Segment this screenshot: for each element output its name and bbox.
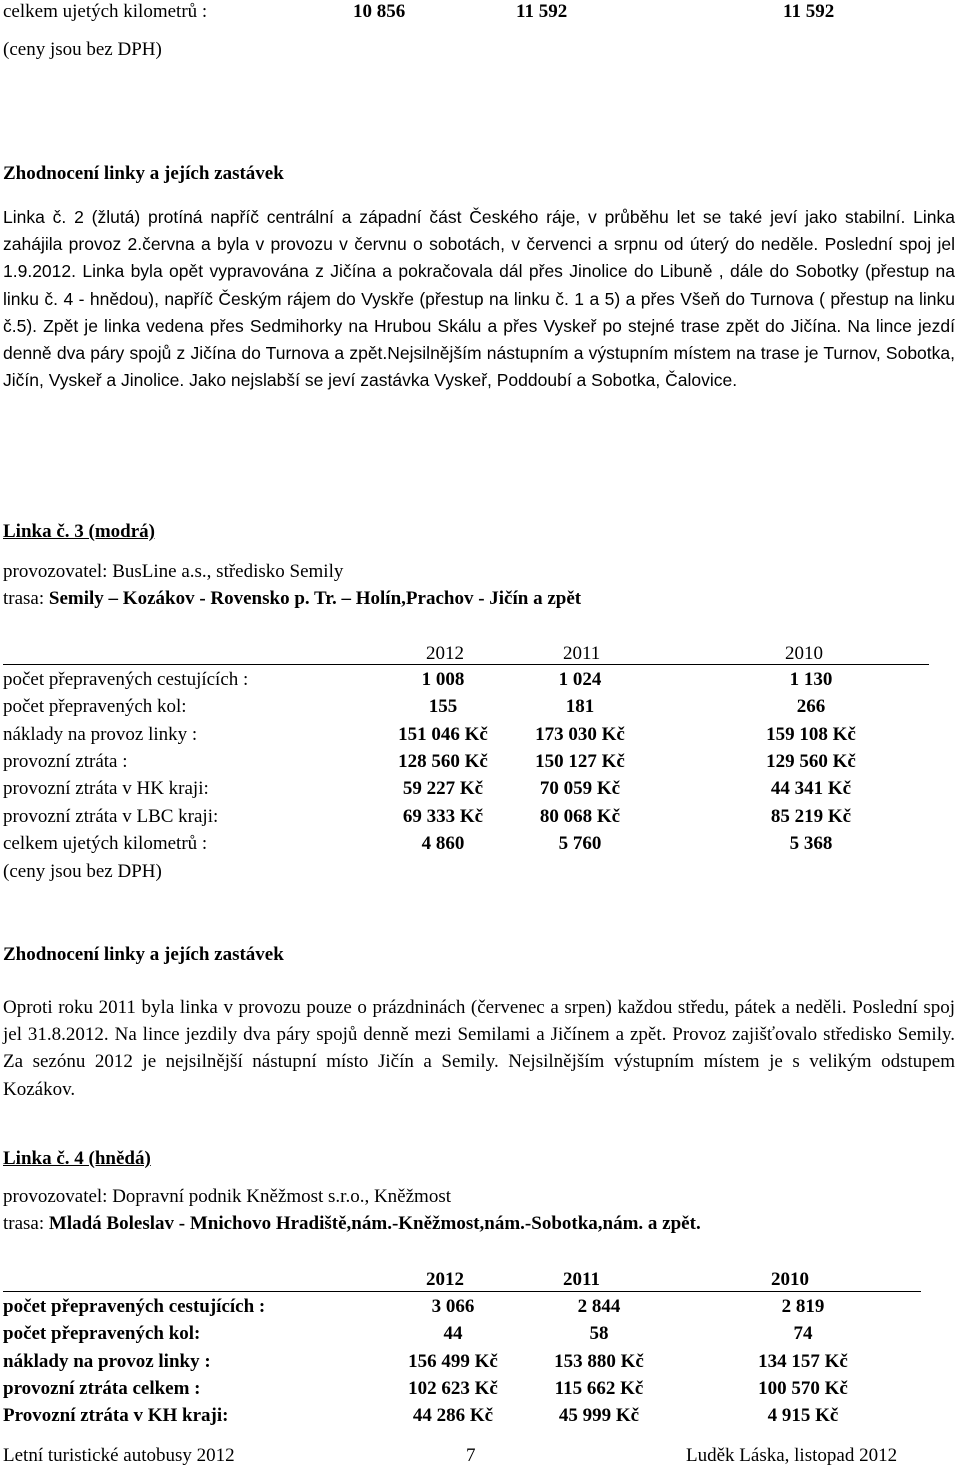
value-2010: 2 819 (781, 1296, 825, 1317)
value-2010: 85 219 Kč (770, 805, 852, 827)
route-value: Mladá Boleslav - Mnichovo Hradiště,nám.-Kněžmost,nám.-Sobotka,nám. a zpět. (48, 1213, 701, 1234)
value-2010: 4 915 Kč (767, 1405, 839, 1427)
value-2012: 128 560 Kč (398, 750, 488, 772)
value-2010: 134 157 Kč (758, 1350, 848, 1372)
km-2011: 11 592 (516, 1, 568, 22)
row-label: celkem ujetých kilometrů : (3, 832, 208, 854)
route-label: trasa: (3, 1213, 49, 1234)
value-2010: 100 570 Kč (758, 1377, 848, 1399)
table-row (3, 721, 943, 748)
year-2010: 2010 (771, 1269, 809, 1290)
row-label: počet přepravených cestujících : (3, 669, 249, 690)
footer-right: Luděk Láska, listopad 2012 (686, 1445, 898, 1466)
value-2012: 4 860 (421, 832, 465, 854)
table-row (3, 775, 943, 802)
value-2010: 5 368 (789, 832, 833, 854)
value-2011: 2 844 (577, 1296, 621, 1317)
value-2010: 44 341 Kč (770, 778, 852, 800)
row-label: provozní ztráta : (3, 750, 128, 772)
table-row (3, 803, 943, 830)
row-label: počet přepravených kol: (3, 1323, 201, 1345)
line2-paragraph: Linka č. 2 (žlutá) protíná napříč centrální a západní část Českého ráje, v průběhu let se také jeví jako stabilní. Linka zahájila provoz 2.června a byla v provozu v červnu o sobotách, v červenci a srpnu od úterý do neděle. Poslední spoj jel 1.9.2012. Linka byla opět vypravována z Jičína a pokračovala dál přes Jinolice do Libuně , dále do Sobotky (přestup na linku č. 4 - hnědou), napříč Českým rájem do Vyskře (přestup na linku č. 1 a 5) a přes Všeň do Turnova ( přestup na linku č.5). Zpět je linka vedena přes Sedmihorky na Hrubou Skálu a přes Vyskeř po stejné trase zpět do Jičína. Na lince jezdí denně dva páry spojů z Jičína do Turnova a zpět.Nejsilnějším nástupním a výstupním místem na trase je Turnov, Sobotka, Jičín, Vyskeř a Jinolice. Jako nejslabší se jeví zastávka Vyskeř, Poddoubí a Sobotka, Čalovice. (3, 207, 955, 391)
footer-left: Letní turistické autobusy 2012 (3, 1445, 235, 1466)
value-2010: 159 108 Kč (766, 723, 856, 745)
year-2011: 2011 (563, 1269, 600, 1290)
price-note: (ceny jsou bez DPH) (3, 39, 162, 60)
value-2011: 5 760 (558, 832, 602, 854)
value-2011: 70 059 Kč (539, 778, 621, 800)
value-2010: 74 (793, 1323, 813, 1345)
table-row (3, 666, 943, 693)
year-2012: 2012 (426, 1269, 464, 1290)
year-2012: 2012 (426, 643, 464, 664)
year-2010: 2010 (785, 643, 823, 664)
row-label: provozní ztráta v HK kraji: (3, 778, 209, 800)
value-2012: 155 (428, 696, 458, 718)
line4-operator: provozovatel: Dopravní podnik Kněžmost s.r.o., Kněžmost (3, 1186, 452, 1207)
row-label: náklady na provoz linky : (3, 723, 198, 745)
section-heading: Zhodnocení linky a jejích zastávek (3, 944, 284, 965)
km-2010: 11 592 (783, 1, 835, 22)
table-rule (3, 664, 929, 665)
line3-route (3, 585, 581, 612)
year-2011: 2011 (563, 643, 601, 664)
line3-operator: provozovatel: BusLine a.s., středisko Semily (3, 561, 344, 582)
value-2012: 156 499 Kč (408, 1350, 498, 1372)
table-row (3, 830, 943, 857)
value-2012: 102 623 Kč (408, 1377, 498, 1399)
row-label: počet přepravených kol: (3, 696, 187, 718)
line4-title: Linka č. 4 (hnědá) (3, 1148, 151, 1169)
value-2011: 45 999 Kč (558, 1405, 640, 1427)
section-heading: Zhodnocení linky a jejích zastávek (3, 163, 284, 184)
value-2011: 1 024 (558, 669, 602, 690)
table-row (3, 1348, 943, 1375)
row-label: počet přepravených cestujících : (3, 1296, 266, 1317)
table-row (3, 1320, 943, 1347)
value-2011: 173 030 Kč (535, 723, 625, 745)
value-2010: 129 560 Kč (766, 750, 856, 772)
row-label: náklady na provoz linky : (3, 1350, 211, 1372)
value-2010: 1 130 (789, 669, 833, 690)
line4-route (3, 1210, 701, 1237)
value-2012: 59 227 Kč (402, 778, 484, 800)
line3-title: Linka č. 3 (modrá) (3, 521, 155, 542)
route-value: Semily – Kozákov - Rovensko p. Tr. – Holín,Prachov - Jičín a zpět (48, 588, 582, 609)
table-row (3, 1375, 943, 1402)
value-2012: 44 286 Kč (412, 1405, 494, 1427)
km-label: celkem ujetých kilometrů : (3, 1, 208, 22)
table-row (3, 748, 943, 775)
line3-paragraph: Oproti roku 2011 byla linka v provozu pouze o prázdninách (červenec a srpen) každou středu, pátek a neděli. Poslední spoj jel 31.8.2012. Na lince jezdily dva páry spojů denně mezi Semilami a Jičínem a zpět. Provoz zajišťovalo středisko Semily. Za sezónu 2012 je nejsilnější nástupní místo Jičín a Semily. Nejsilnějším výstupním místem je s velikým odstupem Kozákov. (3, 997, 955, 1100)
route-label: trasa: (3, 588, 49, 609)
value-2011: 80 068 Kč (539, 805, 621, 827)
value-2012: 151 046 Kč (398, 723, 488, 745)
value-2010: 266 (796, 696, 826, 718)
row-label: Provozní ztráta v KH kraji: (3, 1405, 229, 1427)
table-rule (3, 1291, 921, 1292)
value-2012: 69 333 Kč (402, 805, 484, 827)
value-2012: 3 066 (431, 1296, 475, 1317)
value-2011: 153 880 Kč (554, 1350, 644, 1372)
value-2011: 150 127 Kč (535, 750, 625, 772)
table-row (3, 1402, 943, 1429)
row-label: provozní ztráta celkem : (3, 1377, 201, 1399)
km-2012: 10 856 (353, 1, 406, 22)
page-number: 7 (466, 1445, 476, 1466)
table-row (3, 1293, 943, 1320)
value-2012: 44 (443, 1323, 463, 1345)
value-2011: 58 (589, 1323, 609, 1345)
price-note: (ceny jsou bez DPH) (3, 861, 162, 882)
row-label: provozní ztráta v LBC kraji: (3, 805, 219, 827)
value-2011: 181 (565, 696, 595, 718)
value-2011: 115 662 Kč (554, 1377, 644, 1399)
table-row (3, 693, 943, 720)
value-2012: 1 008 (421, 669, 465, 690)
